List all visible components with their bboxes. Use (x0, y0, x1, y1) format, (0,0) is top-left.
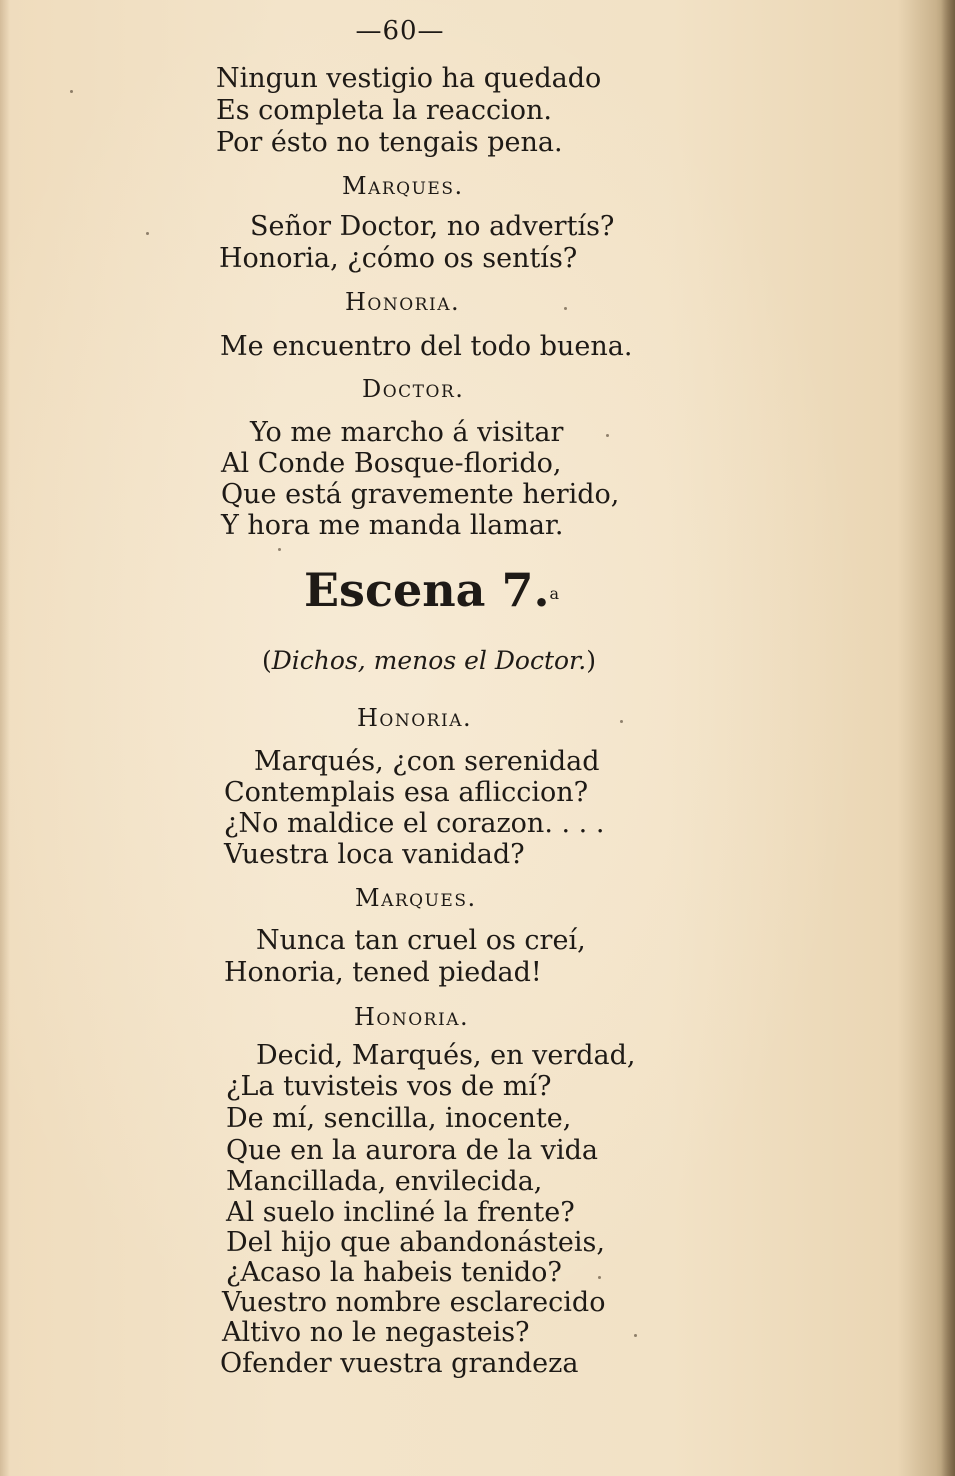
paper-speck (598, 1276, 601, 1279)
verse-line: Que está gravemente herido, (221, 479, 620, 510)
speaker-name: Honoria. (357, 704, 473, 732)
verse-line: Del hijo que abandonásteis, (226, 1227, 605, 1258)
verse-line: Mancillada, envilecida, (226, 1166, 543, 1197)
verse-line: Marqués, ¿con serenidad (254, 746, 600, 777)
verse-line: ¿La tuvisteis vos de mí? (226, 1071, 552, 1102)
verse-line: Vuestra loca vanidad? (224, 839, 525, 870)
verse-line: Nunca tan cruel os creí, (256, 925, 586, 956)
paper-speck (564, 307, 567, 310)
verse-line: Altivo no le negasteis? (222, 1317, 530, 1348)
paper-speck (634, 1334, 637, 1337)
verse-line: Decid, Marqués, en verdad, (256, 1040, 636, 1071)
speaker-name: Doctor. (362, 375, 465, 403)
paper-speck (606, 434, 609, 437)
verse-line: Al suelo incliné la frente? (226, 1197, 575, 1228)
verse-line: Señor Doctor, no advertís? (250, 211, 615, 242)
speaker-name: Honoria. (354, 1003, 470, 1031)
stage-direction-close: ) (586, 646, 596, 675)
verse-line: Me encuentro del todo buena. (220, 331, 633, 362)
verse-line: ¿Acaso la habeis tenido? (226, 1257, 562, 1288)
page-number: —60— (355, 16, 445, 46)
paper-speck (70, 90, 73, 93)
verse-line: Y hora me manda llamar. (221, 510, 564, 541)
scene-heading (304, 562, 559, 618)
stage-direction-text: Dichos, menos el Doctor. (271, 646, 587, 675)
verse-line: Honoria, tened piedad! (224, 957, 542, 988)
speaker-name: Marques. (342, 172, 464, 200)
scene-heading-superscript: a (549, 584, 560, 603)
verse-line: Que en la aurora de la vida (226, 1135, 599, 1166)
verse-line: Vuestro nombre esclarecido (222, 1287, 606, 1318)
verse-line: Es completa la reaccion. (216, 95, 552, 126)
scene-heading-text: Escena 7. (304, 563, 550, 617)
page-edge-shadow (941, 0, 955, 1476)
stage-direction (262, 646, 596, 675)
paper-speck (146, 232, 149, 235)
verse-line: Al Conde Bosque-florido, (221, 448, 562, 479)
paper-speck (620, 720, 623, 723)
verse-line: Por ésto no tengais pena. (216, 127, 563, 158)
paper-speck (278, 548, 281, 551)
verse-line: Ofender vuestra grandeza (220, 1348, 579, 1379)
stage-direction-open: ( (262, 646, 272, 675)
speaker-name: Honoria. (345, 288, 461, 316)
verse-line: Honoria, ¿cómo os sentís? (219, 243, 578, 274)
verse-line: Yo me marcho á visitar (250, 417, 564, 448)
verse-line: Ningun vestigio ha quedado (216, 63, 602, 94)
speaker-name: Marques. (355, 884, 477, 912)
verse-line: Contemplais esa afliccion? (224, 777, 589, 808)
verse-line: De mí, sencilla, inocente, (226, 1103, 572, 1134)
verse-line: ¿No maldice el corazon. . . . (224, 808, 605, 839)
page-fold-shadow (0, 0, 10, 1476)
